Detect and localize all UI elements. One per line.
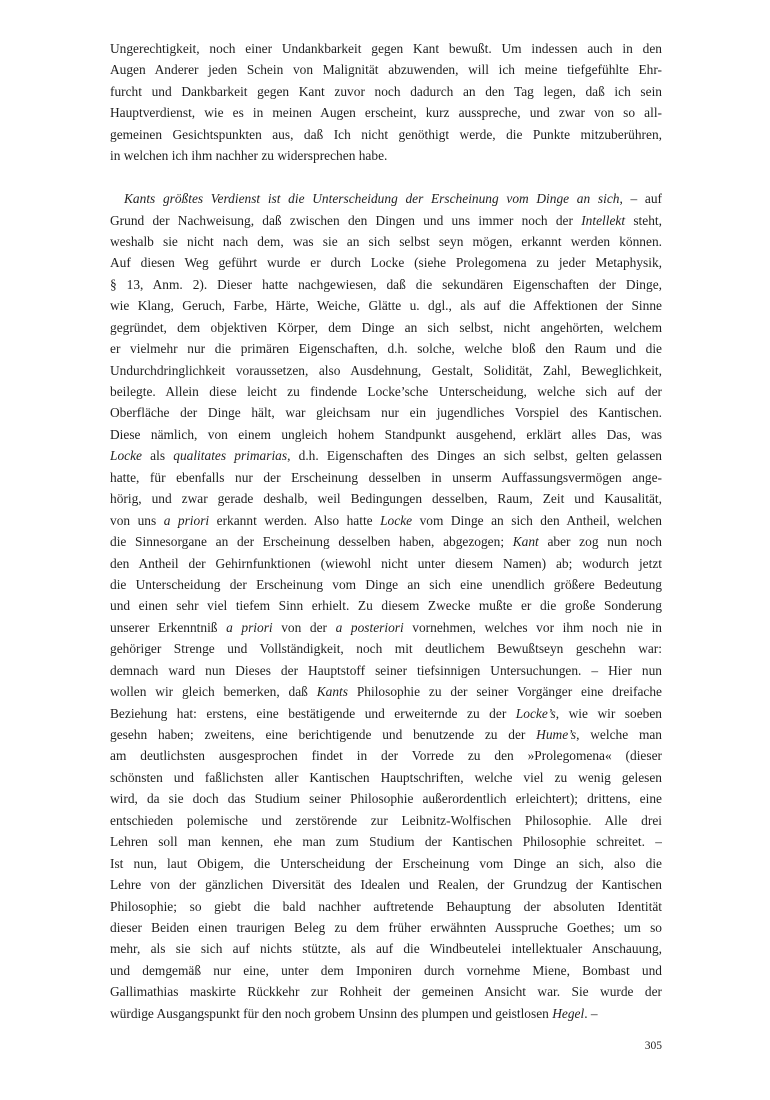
text-line — [110, 981, 662, 1002]
paragraph — [110, 188, 662, 1024]
text-run: weshalb sie nicht nach dem, was sie an sich selbst seyn mögen, erkannt werden können. — [110, 233, 662, 249]
text-line — [110, 745, 662, 766]
text-line — [110, 788, 662, 809]
text-run: Ungerechtigkeit, noch einer Undankbarkeit gegen Kant bewußt. Um indessen auch in den — [110, 41, 662, 56]
text-line — [110, 531, 662, 552]
text-line — [110, 252, 662, 273]
text-run: die Sinnesorgane an der Erscheinung desselben haben, abgezogen; — [110, 534, 513, 550]
text-run: vornehmen, welches vor ihm noch nie in — [403, 619, 662, 635]
text-run: und demgemäß nur eine, unter dem Imponiren durch vornehme Miene, Bombast und — [110, 962, 662, 978]
italic-text-run: Locke — [110, 448, 142, 464]
page-number: 305 — [644, 1040, 662, 1052]
text-line — [110, 231, 662, 252]
text-run: wie Klang, Geruch, Farbe, Härte, Weiche, Glätte u. dgl., als auf die Affektionen der Sinne — [110, 298, 662, 314]
text-block — [110, 38, 662, 1024]
text-run: furcht und Dankbarkeit gegen Kant zuvor noch dadurch an den Tag legen, daß ich sein — [110, 83, 662, 99]
text-run: aber zog nun noch — [538, 534, 662, 550]
italic-text-run: qualitates primarias — [173, 448, 288, 464]
italic-text-run: Kant — [512, 534, 539, 550]
italic-text-run: Locke — [380, 512, 413, 528]
text-run: entschieden polemische und zerstörende zur Leibnitz-Wolfischen Philosophie. Alle drei — [110, 812, 662, 828]
text-run: hatte, für ebenfalls nur der Erscheinung desselben in unserm Auffassungsvermögen ange- — [110, 469, 662, 485]
text-run: , d.h. Eigenschaften des Dinges an sich selbst, gelten gelassen — [287, 448, 662, 464]
italic-text-run: Intellekt — [581, 212, 626, 228]
text-run: , wie wir soeben — [555, 705, 662, 721]
text-run: Augen Anderer jeden Schein von Malignität abzuwenden, will ich meine tiefgefühlte Ehr- — [110, 62, 662, 78]
italic-text-run: Kants größtes Verdienst ist die Unterscheidung der Erscheinung vom Dinge an sich — [124, 191, 620, 207]
text-run: von der — [272, 619, 336, 635]
text-line — [110, 960, 662, 981]
text-line — [110, 574, 662, 595]
text-line — [110, 703, 662, 724]
text-run: Philosophie; so giebt die bald nachher auftretende Behauptung der absoluten Identität — [110, 898, 662, 914]
text-run: , welche man — [576, 727, 662, 742]
text-run: hörig, und zwar gerade deshalb, weil Bedingungen desselben, Raum, Zeit und Kausalität, — [110, 491, 662, 507]
text-line — [110, 1003, 662, 1024]
text-line — [110, 317, 662, 338]
text-line — [110, 102, 662, 123]
text-line — [110, 896, 662, 917]
text-run: Hauptverdienst, wie es in meinen Augen erscheint, kurz ausspreche, und zwar von so all- — [110, 105, 662, 121]
text-run: am deutlichsten ausgesprochen findet in der Vorrede zu den »Prolegomena« (dieser — [110, 748, 662, 764]
text-run: , – auf — [619, 191, 662, 207]
text-run: § 13, Anm. 2). Dieser hatte nachgewiesen, daß die sekundären Eigenschaften der Dinge, — [110, 276, 662, 292]
text-run: wird, da sie doch das Studium seiner Philosophie außerordentlich erleichtert); drittens, eine — [110, 791, 662, 807]
text-line — [110, 917, 662, 938]
text-run: Beziehung hat: erstens, eine bestätigende und erweiternde zu der — [110, 705, 516, 721]
text-run: Auf diesen Weg geführt wurde er durch Locke (siehe Prolegomena zu jeder Metaphysik, — [110, 255, 662, 271]
text-line — [110, 467, 662, 488]
text-line — [110, 874, 662, 895]
text-line — [110, 145, 662, 166]
text-line — [110, 424, 662, 445]
text-line — [110, 274, 662, 295]
text-run: schönsten und faßlichsten aller Kantischen Hauptschriften, welche viel zu wenig gelesen — [110, 769, 662, 785]
text-run: mehr, als sie sich auf nichts stützte, als auf die Windbeutelei intellektualer Anschauung, — [110, 941, 662, 957]
text-line — [110, 59, 662, 80]
paragraph — [110, 38, 662, 167]
italic-text-run: Locke’s — [515, 705, 556, 721]
text-line — [110, 210, 662, 231]
text-line — [110, 295, 662, 316]
text-run: gehöriger Strenge und Vollständigkeit, noch mit deutlichem Bewußtseyn geschehn war: — [110, 641, 662, 657]
text-line — [110, 38, 662, 59]
text-line — [110, 617, 662, 638]
text-line — [110, 510, 662, 531]
text-run: . – — [584, 1005, 598, 1021]
text-run: den Antheil der Gehirnfunktionen (wiewohl nicht unter diesem Namen) ab; wodurch jetzt — [110, 555, 662, 571]
text-run: gesehn haben; zweitens, eine berichtigende und benutzende zu der — [110, 727, 537, 742]
text-run: Oberfläche der Dinge hält, war gleichsam nur ein jugendliches Vorspiel des Kantischen. — [110, 405, 662, 421]
text-run: unserer Erkenntniß — [110, 619, 227, 635]
italic-text-run: Hume’s — [536, 727, 577, 742]
text-run: beilegte. Allein diese leicht zu findende Locke’sche Unterscheidung, welche sich auf der — [110, 384, 662, 399]
text-line — [110, 810, 662, 831]
text-run: Ist nun, laut Obigem, die Unterscheidung der Erscheinung vom Dinge an sich, also die — [110, 855, 662, 871]
text-line — [110, 638, 662, 659]
text-line — [110, 938, 662, 959]
italic-text-run: a posteriori — [335, 619, 404, 635]
text-run: von uns — [110, 512, 164, 528]
text-run: demnach ward nun Dieses der Hauptstoff seiner tiefsinnigen Untersuchungen. – Hier nun — [110, 662, 662, 678]
text-run: gegründet, dem objektiven Körper, dem Dinge an sich selbst, nicht angehörten, welchem — [110, 319, 662, 335]
text-line — [110, 188, 662, 209]
text-run: Gallimathias maskirte Rückkehr zur Rohheit der gemeinen Ansicht war. Sie wurde der — [110, 984, 662, 1000]
text-line — [110, 445, 662, 466]
italic-text-run: a priori — [163, 512, 210, 528]
text-run: er vielmehr nur die primären Eigenschaften, d.h. solche, welche bloß den Raum und die — [110, 341, 662, 357]
text-run: vom Dinge an sich den Antheil, welchen — [412, 512, 662, 528]
text-run: Lehre von der gänzlichen Diversität des Idealen und Realen, der Grundzug der Kantischen — [110, 877, 662, 893]
text-line — [110, 402, 662, 423]
text-run: Diese nämlich, von einem ungleich hohem Standpunkt ausgehend, erklärt alles Das, was — [110, 426, 662, 442]
text-run: und einen sehr viel tiefem Sinn erhielt. Zu diesem Zwecke mußte er die große Sonderung — [110, 598, 662, 614]
text-run: wollen wir gleich bemerken, daß — [110, 684, 317, 700]
text-run: als — [141, 448, 174, 464]
text-run: erkannt werden. Also hatte — [209, 512, 381, 528]
text-run: Philosophie zu der seiner Vorgänger eine dreifache — [347, 684, 662, 700]
text-line — [110, 81, 662, 102]
text-run: Undurchdringlichkeit voraussetzen, also Ausdehnung, Gestalt, Solidität, Zahl, Beweglichkeit, — [110, 362, 662, 378]
text-line — [110, 488, 662, 509]
text-line — [110, 553, 662, 574]
italic-text-run: Kants — [316, 684, 348, 700]
text-line — [110, 660, 662, 681]
text-line — [110, 381, 662, 402]
text-run: würdige Ausgangspunkt für den noch grobem Unsinn des plumpen und geistlosen — [110, 1005, 553, 1021]
text-line — [110, 124, 662, 145]
italic-text-run: Hegel — [552, 1005, 585, 1021]
text-line — [110, 595, 662, 616]
text-line — [110, 767, 662, 788]
italic-text-run: a priori — [226, 619, 273, 635]
text-line — [110, 724, 662, 745]
text-run: dieser Beiden einen traurigen Beleg zu dem früher erwähnten Ausspruche Goethes; um so — [110, 919, 662, 935]
text-line — [110, 338, 662, 359]
text-line — [110, 831, 662, 852]
text-run: gemeinen Gesichtspunkten aus, daß Ich nicht genöthigt werde, die Punkte mitzuberühren, — [110, 126, 662, 142]
text-line — [110, 853, 662, 874]
text-run: Grund der Nachweisung, daß zwischen den Dingen und uns immer noch der — [110, 212, 582, 228]
text-line — [110, 681, 662, 702]
text-line — [110, 360, 662, 381]
text-run: Lehren soll man kennen, ehe man zum Studium der Kantischen Philosophie schreitet. – — [110, 834, 662, 850]
text-run: in welchen ich ihm nachher zu widersprechen habe. — [110, 148, 388, 164]
text-run: die Unterscheidung der Erscheinung vom Dinge an sich eine unendlich größere Bedeutung — [110, 576, 662, 592]
text-run: steht, — [625, 212, 662, 228]
